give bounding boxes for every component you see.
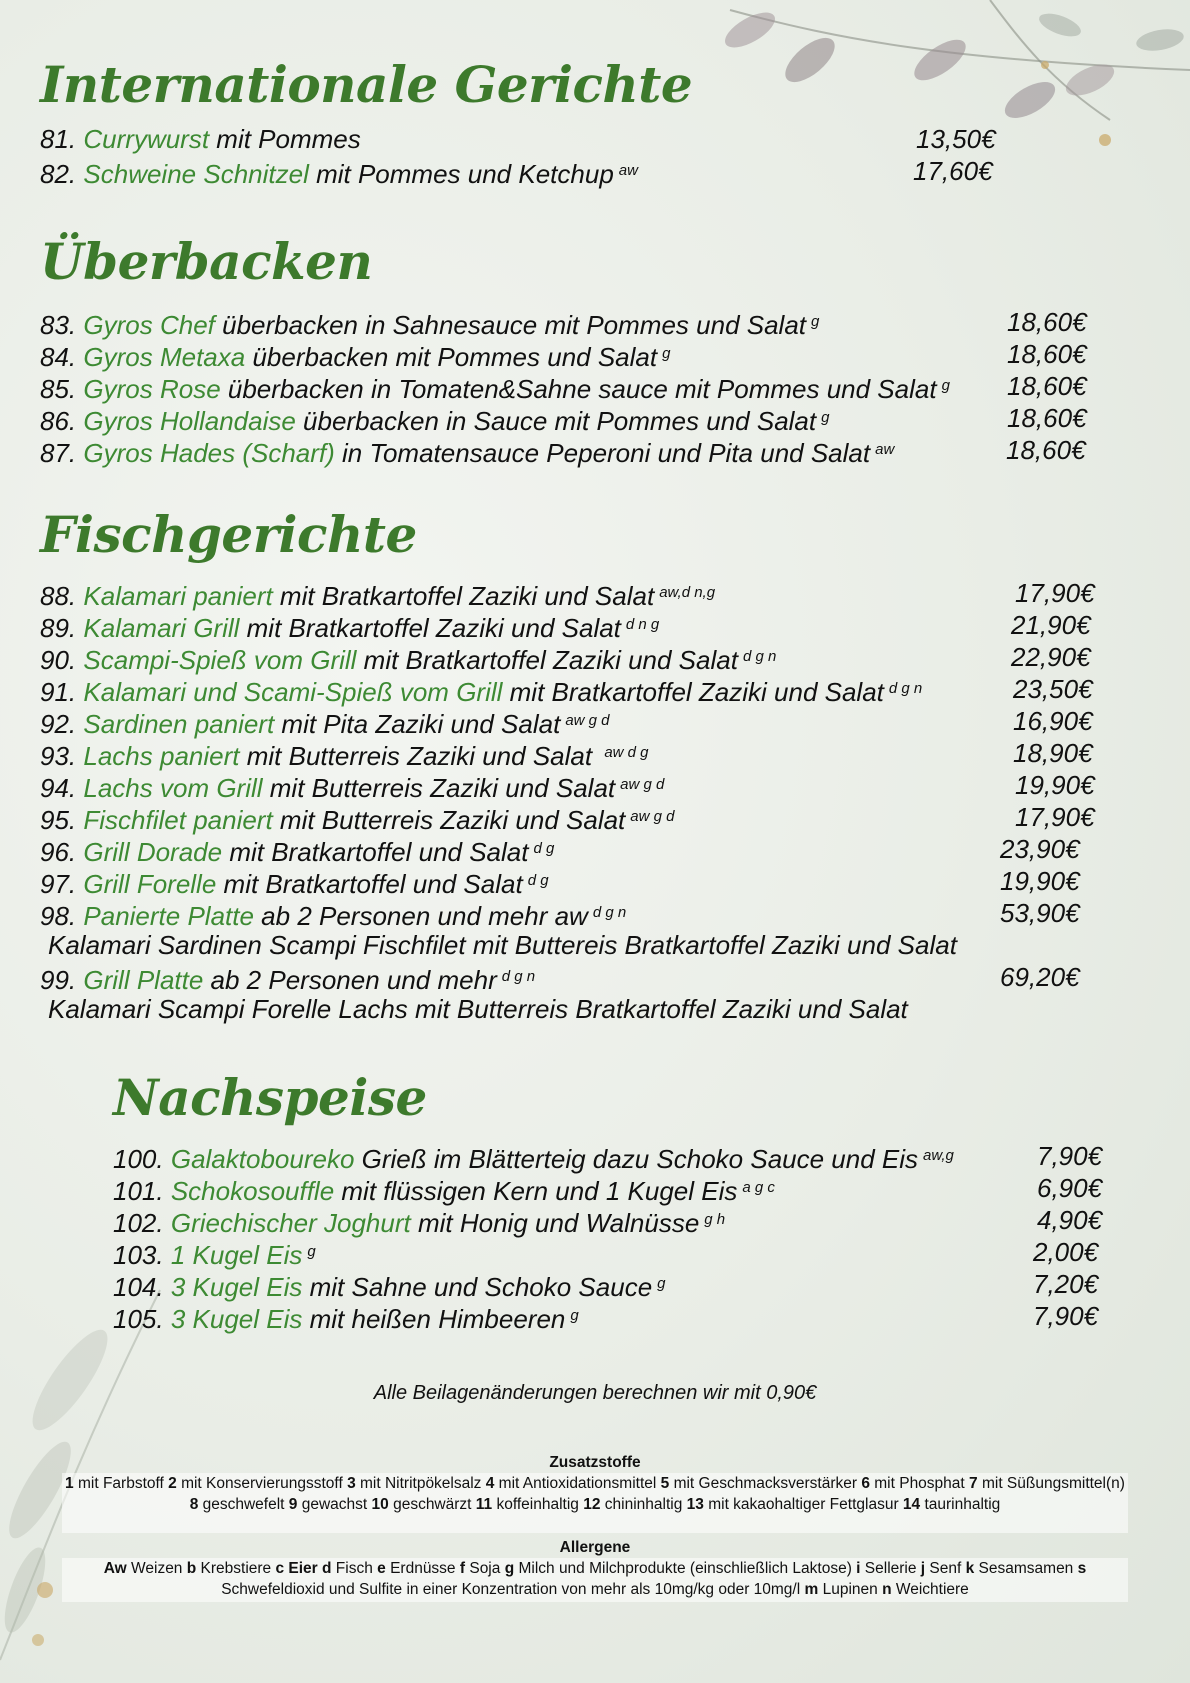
section-nachspeise bbox=[113, 1068, 1133, 1332]
legend-value: mit Antioxidationsmittel bbox=[494, 1475, 661, 1492]
allergene-title: Allergene bbox=[559, 1539, 631, 1556]
item-number: 98. bbox=[40, 901, 77, 931]
menu-item bbox=[40, 961, 1140, 993]
section-fischgerichte bbox=[40, 505, 1140, 1025]
item-number: 85. bbox=[40, 374, 77, 404]
item-number: 96. bbox=[40, 837, 77, 867]
legend-value: Soja bbox=[465, 1560, 505, 1577]
allergen-codes: g bbox=[811, 313, 820, 330]
menu-item bbox=[40, 673, 1140, 705]
dish-description: mit Butterreis Zaziki und Salat bbox=[239, 741, 600, 771]
menu-item: 82. Schweine Schnitzel mit Pommes und Ketchup $^{aw}$ 17,60€ bbox=[40, 156, 993, 189]
menu-item bbox=[40, 833, 1140, 865]
item-number: 99. bbox=[40, 965, 77, 995]
item-number: 92. bbox=[40, 709, 77, 739]
dish-description: mit Bratkartoffel Zaziki und Salat bbox=[272, 581, 655, 611]
legend-key: b bbox=[186, 1560, 197, 1577]
allergen-codes: d g bbox=[527, 872, 549, 889]
price: 21,90€ bbox=[1011, 610, 1091, 640]
legend-key: 9 bbox=[288, 1496, 298, 1513]
dish-description: in Tomatensauce Peperoni und Pita und Salat bbox=[334, 438, 871, 468]
item-number: 105. bbox=[113, 1304, 164, 1334]
legend-key: f bbox=[459, 1560, 466, 1577]
price: 6,90€ bbox=[1037, 1173, 1103, 1203]
dish-name: Panierte Platte bbox=[83, 901, 254, 931]
menu-item: 81. Currywurst mit Pommes 13,50€ bbox=[40, 124, 996, 154]
menu-item bbox=[40, 434, 1140, 466]
menu-item bbox=[40, 801, 1140, 833]
dish-description: überbacken in Tomaten&Sahne sauce mit Pommes und Salat bbox=[220, 374, 937, 404]
price: 13,50€ bbox=[916, 124, 996, 154]
legend-key: 3 bbox=[347, 1475, 356, 1492]
section-title: Nachspeise bbox=[113, 1068, 427, 1127]
allergen-codes: aw g d bbox=[630, 808, 675, 825]
allergen-codes: d g bbox=[533, 840, 555, 857]
legend-value: mit Konservierungsstoff bbox=[176, 1475, 348, 1492]
price: 23,90€ bbox=[1000, 834, 1080, 864]
side-dish-note: Alle Beilagenänderungen berechnen wir mit 0,90€ bbox=[373, 1382, 817, 1404]
dish-name: Gyros Hollandaise bbox=[83, 406, 296, 436]
legend-value: koffeinhaltig bbox=[492, 1496, 584, 1513]
allergen-codes: g bbox=[307, 1243, 316, 1260]
dish-description: mit Bratkartoffel und Salat bbox=[222, 837, 529, 867]
dish-name: Lachs vom Grill bbox=[83, 773, 263, 803]
legend-key: 14 bbox=[902, 1496, 921, 1513]
dish-description: überbacken in Sauce mit Pommes und Salat bbox=[295, 406, 817, 436]
price: 17,60€ bbox=[913, 156, 993, 186]
legend-key: m bbox=[804, 1581, 819, 1598]
item-number: 104. bbox=[113, 1272, 164, 1302]
legend-key: 6 bbox=[861, 1475, 870, 1492]
dish-description: mit Bratkartoffel Zaziki und Salat bbox=[502, 677, 884, 707]
section-title: Fischgerichte bbox=[40, 505, 417, 564]
legend-value: taurinhaltig bbox=[920, 1496, 1001, 1513]
menu-item bbox=[113, 1204, 1133, 1236]
dish-description: mit Honig und Walnüsse bbox=[410, 1208, 700, 1238]
legend-key: c Eier d bbox=[275, 1560, 332, 1577]
menu-item bbox=[113, 1236, 1133, 1268]
dish-name: Gyros Metaxa bbox=[83, 342, 246, 372]
allergen-codes: a g c bbox=[742, 1179, 775, 1196]
price: 53,90€ bbox=[1000, 898, 1080, 928]
allergen-codes: aw bbox=[875, 441, 895, 458]
legend-key: n bbox=[882, 1581, 892, 1598]
section-title: Überbacken bbox=[40, 232, 373, 291]
menu-item bbox=[40, 897, 1140, 929]
allergen-codes: d g n bbox=[592, 904, 627, 921]
allergene-list bbox=[62, 1558, 1128, 1602]
dish-name: Grill Forelle bbox=[83, 869, 217, 899]
legend-key: e bbox=[377, 1560, 386, 1577]
legend-value: Sellerie bbox=[860, 1560, 921, 1577]
legend-value: geschwärzt bbox=[388, 1496, 476, 1513]
legend-value: Erdnüsse bbox=[385, 1560, 460, 1577]
menu-item bbox=[113, 1172, 1133, 1204]
legend-value: Lupinen bbox=[818, 1581, 883, 1598]
price: 23,50€ bbox=[1013, 674, 1093, 704]
legend-key: 2 bbox=[168, 1475, 177, 1492]
price: 7,20€ bbox=[1033, 1269, 1099, 1299]
legend-value: geschwefelt bbox=[198, 1496, 289, 1513]
legend-value: Weizen bbox=[126, 1560, 187, 1577]
legend-value: mit kakaohaltiger Fettglasur bbox=[703, 1496, 903, 1513]
legend-key: 8 bbox=[189, 1496, 199, 1513]
legend-key: 13 bbox=[686, 1496, 704, 1513]
dish-description: mit Sahne und Schoko Sauce bbox=[302, 1272, 653, 1302]
legend-key: k bbox=[965, 1560, 975, 1577]
dish-name: Gyros Chef bbox=[83, 310, 215, 340]
dish-description: mit Bratkartoffel Zaziki und Salat bbox=[239, 613, 621, 643]
dish-name: Lachs paniert bbox=[83, 741, 240, 771]
dish-name: Grill Platte bbox=[83, 965, 204, 995]
dish-name: Currywurst bbox=[83, 124, 210, 154]
legend-key: 11 bbox=[475, 1496, 493, 1513]
item-number: 103. bbox=[113, 1240, 164, 1270]
allergen-codes: g bbox=[821, 409, 830, 426]
menu-item bbox=[40, 737, 1140, 769]
allergen-codes: d g n bbox=[501, 968, 536, 985]
platter-contents: Kalamari Scampi Forelle Lachs mit Butterreis Bratkartoffel Zaziki und Salat bbox=[48, 994, 908, 1024]
allergen-codes: g bbox=[657, 1275, 666, 1292]
allergen-codes: g bbox=[570, 1307, 579, 1324]
legend-value: Krebstiere bbox=[196, 1560, 276, 1577]
legend-key: s bbox=[1077, 1560, 1087, 1577]
price: 18,60€ bbox=[1007, 339, 1087, 369]
dish-description: mit Pita Zaziki und Salat bbox=[274, 709, 561, 739]
menu-item bbox=[40, 338, 1140, 370]
legend-key: Aw bbox=[103, 1560, 127, 1577]
dish-name: Kalamari und Scami-Spieß vom Grill bbox=[83, 677, 503, 707]
dish-name: Grill Dorade bbox=[83, 837, 223, 867]
price: 18,60€ bbox=[1006, 435, 1086, 465]
item-number: 89. bbox=[40, 613, 77, 643]
price: 19,90€ bbox=[1000, 866, 1080, 896]
legend-value: Weichtiere bbox=[891, 1581, 969, 1598]
price: 18,90€ bbox=[1013, 738, 1093, 768]
legend-value: Schwefeldioxid und Sulfite in einer Konzentration von mehr als 10mg/kg oder 10mg/l bbox=[221, 1581, 805, 1598]
legend-key: 4 bbox=[485, 1475, 495, 1492]
legend-key: 1 bbox=[65, 1475, 74, 1492]
allergene-block bbox=[62, 1537, 1128, 1602]
dish-description: ab 2 Personen und mehr bbox=[203, 965, 497, 995]
zusatzstoffe-block bbox=[62, 1452, 1128, 1533]
legend-key: j bbox=[920, 1560, 926, 1577]
allergen-codes: aw g d bbox=[620, 776, 665, 793]
menu-item bbox=[40, 370, 1140, 402]
item-number: 101. bbox=[113, 1176, 164, 1206]
dish-description: mit heißen Himbeeren bbox=[302, 1304, 566, 1334]
legend-value: gewachst bbox=[297, 1496, 372, 1513]
legend-value: Senf bbox=[925, 1560, 966, 1577]
menu-item bbox=[40, 306, 1140, 338]
item-number: 88. bbox=[40, 581, 77, 611]
item-number: 102. bbox=[113, 1208, 164, 1238]
item-number: 84. bbox=[40, 342, 77, 372]
allergen-codes: aw g d bbox=[565, 712, 610, 729]
price: 7,90€ bbox=[1037, 1141, 1103, 1171]
zusatzstoffe-list bbox=[62, 1473, 1128, 1533]
item-number: 95. bbox=[40, 805, 77, 835]
price: 4,90€ bbox=[1037, 1205, 1103, 1235]
legend-value: mit Süßungsmittel(n) bbox=[977, 1475, 1125, 1492]
section-ueberbacken bbox=[40, 232, 1140, 466]
allergen-codes: g bbox=[941, 377, 950, 394]
dish-name: Sardinen paniert bbox=[83, 709, 275, 739]
legend-key: g bbox=[504, 1560, 515, 1577]
item-number: 94. bbox=[40, 773, 77, 803]
item-number: 91. bbox=[40, 677, 77, 707]
legend-key: 12 bbox=[583, 1496, 601, 1513]
dish-description: mit Bratkartoffel Zaziki und Salat bbox=[356, 645, 738, 675]
price: 19,90€ bbox=[1015, 770, 1095, 800]
menu-item bbox=[40, 609, 1140, 641]
menu-item bbox=[40, 865, 1140, 897]
price: 7,90€ bbox=[1033, 1301, 1099, 1331]
menu-item bbox=[40, 641, 1140, 673]
item-number: 87. bbox=[40, 438, 77, 468]
allergen-codes: aw,d n,g bbox=[659, 584, 716, 601]
price: 16,90€ bbox=[1013, 706, 1093, 736]
price: 17,90€ bbox=[1015, 802, 1095, 832]
platter-contents: Kalamari Sardinen Scampi Fischfilet mit Buttereis Bratkartoffel Zaziki und Salat bbox=[48, 930, 957, 960]
legend-value: mit Nitritpökelsalz bbox=[355, 1475, 486, 1492]
legend-value: mit Farbstoff bbox=[73, 1475, 169, 1492]
legend-value: Sesamsamen bbox=[974, 1560, 1078, 1577]
section-internationale-gerichte bbox=[40, 55, 1140, 187]
price: 2,00€ bbox=[1033, 1237, 1099, 1267]
legend-value: chininhaltig bbox=[600, 1496, 687, 1513]
legend-key: i bbox=[856, 1560, 861, 1577]
legend-key: 5 bbox=[660, 1475, 670, 1492]
dish-name: Scampi-Spieß vom Grill bbox=[83, 645, 357, 675]
dish-description: mit Butterreis Zaziki und Salat bbox=[262, 773, 616, 803]
price: 69,20€ bbox=[1000, 962, 1080, 992]
section-title: Internationale Gerichte bbox=[40, 55, 693, 114]
dish-name: Griechischer Joghurt bbox=[170, 1208, 411, 1238]
legend-value: mit Geschmacksverstärker bbox=[669, 1475, 862, 1492]
allergen-codes: g h bbox=[704, 1211, 726, 1228]
price: 17,90€ bbox=[1015, 578, 1095, 608]
allergen-codes: aw bbox=[618, 162, 638, 179]
dish-description: Grieß im Blätterteig dazu Schoko Sauce und Eis bbox=[354, 1144, 919, 1174]
item-number: 93. bbox=[40, 741, 77, 771]
item-number: 86. bbox=[40, 406, 77, 436]
zusatzstoffe-title: Zusatzstoffe bbox=[549, 1454, 641, 1471]
dish-name: 3 Kugel Eis bbox=[170, 1272, 303, 1302]
dish-name: Kalamari paniert bbox=[83, 581, 273, 611]
dish-name: 3 Kugel Eis bbox=[170, 1304, 303, 1334]
item-number: 90. bbox=[40, 645, 77, 675]
legend-value: Milch und Milchprodukte (einschließlich Laktose) bbox=[514, 1560, 857, 1577]
menu-item bbox=[40, 769, 1140, 801]
allergen-codes: aw d g bbox=[604, 744, 649, 761]
menu-item bbox=[113, 1300, 1133, 1332]
dish-description: mit Butterreis Zaziki und Salat bbox=[272, 805, 626, 835]
allergen-codes: aw,g bbox=[923, 1147, 954, 1164]
legend-key: 7 bbox=[969, 1475, 978, 1492]
price: 18,60€ bbox=[1007, 403, 1087, 433]
item-number: 97. bbox=[40, 869, 77, 899]
allergen-codes: g bbox=[662, 345, 671, 362]
dish-name: Schokosouffle bbox=[170, 1176, 335, 1206]
dish-description: mit flüssigen Kern und 1 Kugel Eis bbox=[334, 1176, 738, 1206]
menu-item bbox=[113, 1268, 1133, 1300]
dish-name: Schweine Schnitzel bbox=[83, 159, 309, 189]
menu-item bbox=[40, 577, 1140, 609]
dish-description: überbacken in Sahnesauce mit Pommes und Salat bbox=[214, 310, 807, 340]
menu-item bbox=[40, 705, 1140, 737]
item-number: 100. bbox=[113, 1144, 164, 1174]
legend-value: Fisch bbox=[331, 1560, 378, 1577]
dish-description: ab 2 Personen und mehr aw bbox=[253, 901, 588, 931]
dish-name: Gyros Hades (Scharf) bbox=[83, 438, 335, 468]
dish-name: Gyros Rose bbox=[83, 374, 221, 404]
allergen-codes: d g n bbox=[888, 680, 923, 697]
dish-name: Kalamari Grill bbox=[83, 613, 240, 643]
menu-item bbox=[40, 402, 1140, 434]
legend-key: 10 bbox=[371, 1496, 389, 1513]
menu-item bbox=[113, 1140, 1133, 1172]
price: 22,90€ bbox=[1011, 642, 1091, 672]
dish-name: Fischfilet paniert bbox=[83, 805, 273, 835]
price: 18,60€ bbox=[1007, 371, 1087, 401]
dish-name: 1 Kugel Eis bbox=[170, 1240, 303, 1270]
item-number: 83. bbox=[40, 310, 77, 340]
allergen-codes: d n g bbox=[625, 616, 660, 633]
dish-description: mit Bratkartoffel und Salat bbox=[216, 869, 523, 899]
legend-value: mit Phosphat bbox=[869, 1475, 970, 1492]
allergen-codes: d g n bbox=[742, 648, 777, 665]
price: 18,60€ bbox=[1007, 307, 1087, 337]
dish-description: überbacken mit Pommes und Salat bbox=[245, 342, 658, 372]
dish-name: Galaktoboureko bbox=[170, 1144, 355, 1174]
